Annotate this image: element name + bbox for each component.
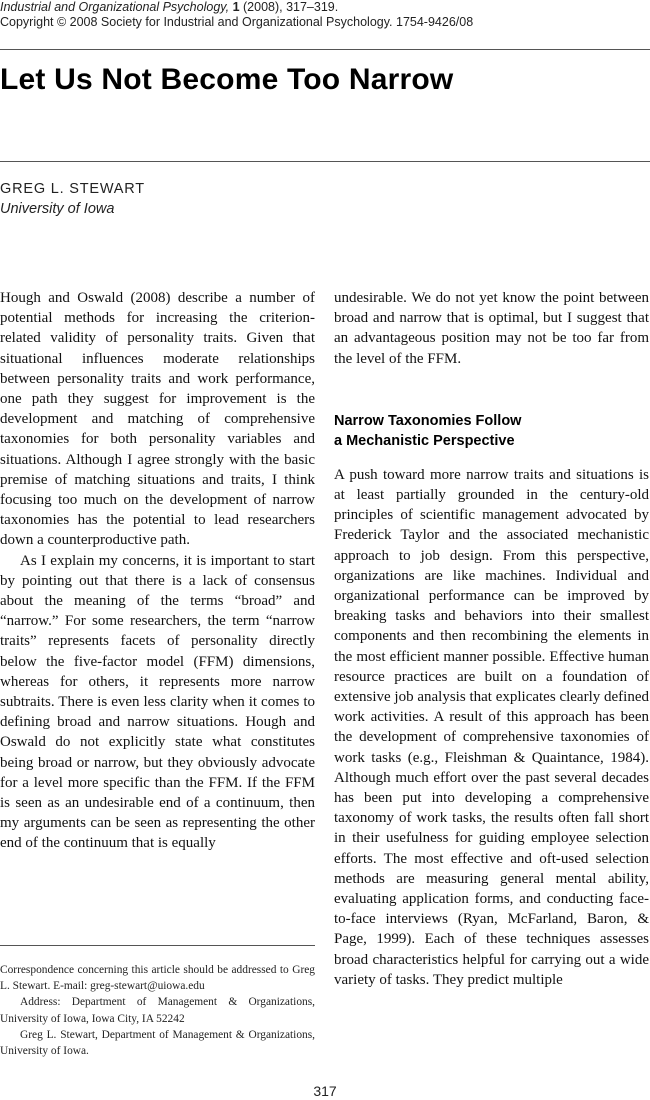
footnote-correspondence: Correspondence concerning this article should be addressed to Greg L. Stewart. E-mail: greg-stewart@uiowa.edu (0, 964, 315, 993)
footnote-affiliation: Greg L. Stewart, Department of Management & Organizations, University of Iowa. (0, 1028, 315, 1058)
section-heading-line: Narrow Taxonomies Follow (334, 412, 522, 429)
title-divider (0, 161, 650, 162)
body-paragraph: A push toward more narrow traits and situations is at least partially grounded in the century-old principles of scientific management advocated by Frederick Taylor and the associated mechanistic approach to job design. From this perspective, organizations are like machines. Individual and organizational performance can be improved by breaking tasks and behaviors into their smallest components and then recombining the elements in the most efficient manner possible. Effective human resource practices are built on a foundation of extensive job analysis that explicates clearly defined work activities. A result of this approach has been the development of comprehensive taxonomies of work tasks (e.g., Fleishman & Quaintance, 1984). Although much effort over the past several decades has been put into developing a comprehensive taxonomy of work tasks, the results often fall short in their usefulness for guiding employee selection efforts. The most effective and oft-used selection methods are measuring general mental ability, evaluating application forms, and conducting face-to-face interviews (Ryan, McFarland, Baron, & Page, 1999). Each of these techniques assesses broad characteristics helpful for carrying out a wide variety of tasks. They predict multiple (334, 466, 649, 988)
body-paragraph: Hough and Oswald (2008) describe a number of potential methods for increasing the criterion-related validity of personality traits. Given that situational influences moderate relationships between personality traits and work performance, one path they suggest for improvement is the development and matching of comprehensive taxonomies for both personality variables and situations. Although I agree strongly with the basic premise of matching situations and traits, I think focusing too much on the development of narrow taxonomies has the potential to lead researchers down a counterproductive path. (0, 290, 315, 549)
section-heading-line: a Mechanistic Perspective (334, 432, 515, 449)
journal-volume: 1 (232, 0, 240, 14)
page-number: 317 (313, 1083, 337, 1099)
journal-citation (0, 0, 650, 15)
article-title: Let Us Not Become Too Narrow (0, 63, 454, 96)
body-column-right (334, 288, 649, 990)
journal-name: Industrial and Organizational Psychology, (0, 0, 230, 14)
copyright-line: Copyright © 2008 Society for Industrial and Organizational Psychology. 1754-9426/08 (0, 15, 474, 29)
body-column-left (0, 288, 315, 854)
header-divider (0, 49, 650, 50)
body-paragraph: As I explain my concerns, it is important to start by pointing out that there is a lack of consensus about the meaning of the terms “broad” and “narrow.” For some researchers, the term “narrow traits” represents facets of personality directly below the five-factor model (FFM) dimensions, whereas for others, it represents more narrow subtraits. There is even less clarity when it comes to defining broad and narrow situations. Hough and Oswald do not explicitly state what constitutes being broad or narrow, but they obviously advocate for a level more specific than the FFM. If the FFM is seen as an undesirable end of a continuum, then my arguments can be seen as representing the other end of the continuum that is equally (0, 552, 315, 852)
footnote-divider (0, 945, 315, 946)
author-affiliation: University of Iowa (0, 201, 115, 217)
author-name: GREG L. STEWART (0, 181, 145, 197)
footnote (0, 962, 315, 1059)
body-paragraph: undesirable. We do not yet know the point between broad and narrow that is optimal, but I suggest that an advantageous position may not be too far from the level of the FFM. (334, 290, 649, 367)
running-header (0, 0, 650, 30)
journal-year-pages: (2008), 317–319. (243, 0, 339, 14)
footnote-address: Address: Department of Management & Organizations, University of Iowa, Iowa City, IA 52242 (0, 996, 315, 1025)
section-heading (334, 411, 649, 451)
